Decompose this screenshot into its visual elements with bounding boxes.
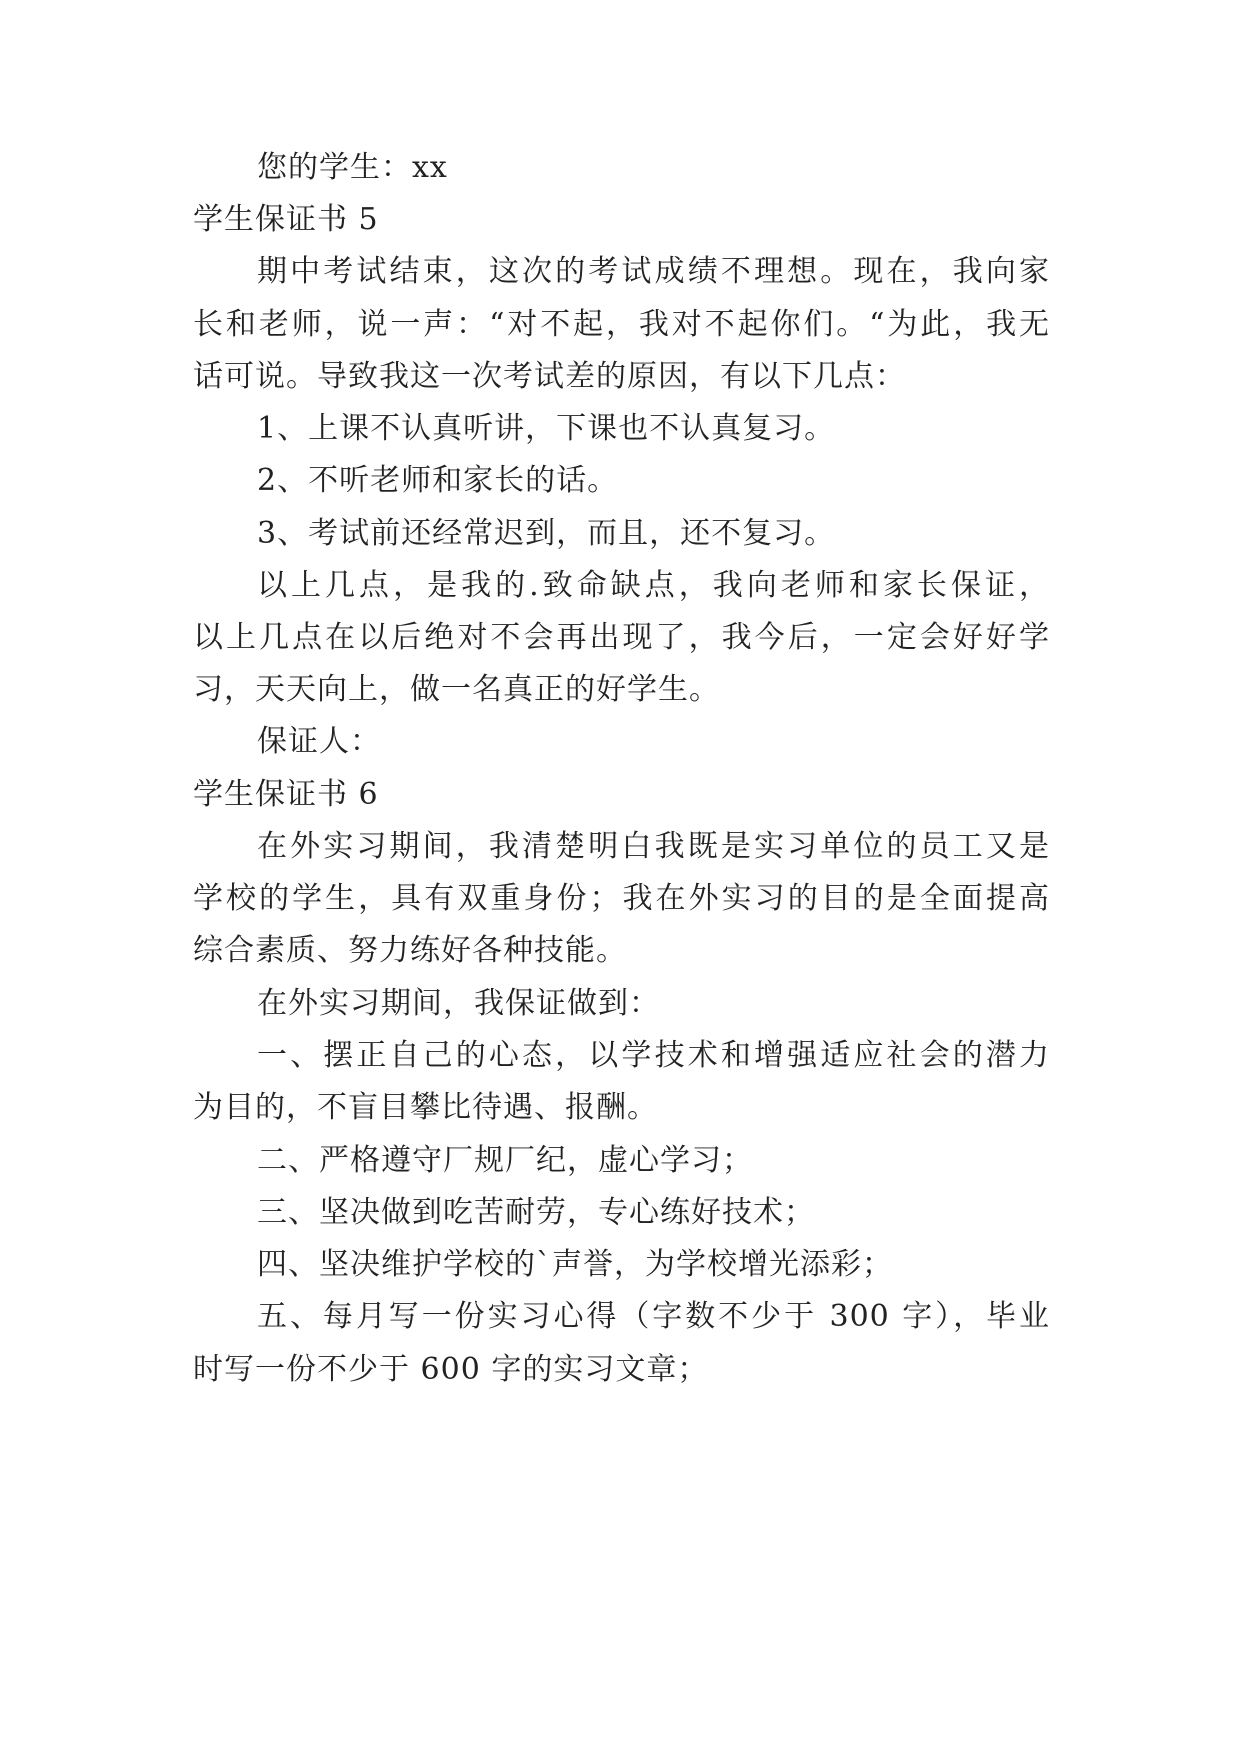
section5-closing-line-3: 习，天天向上，做一名真正的好学生。 — [193, 672, 720, 707]
section-title-5: 学生保证书 5 — [193, 202, 379, 237]
section5-item-3: 3、考试前还经常迟到，而且，还不复习。 — [257, 516, 836, 551]
pledge-1-line-1: 一、摆正自己的心态，以学技术和增强适应社会的潜力 — [257, 1038, 1050, 1073]
pledge-1-line-2: 为目的，不盲目攀比待遇、报酬。 — [193, 1090, 658, 1125]
section6-pledge-intro: 在外实习期间，我保证做到： — [257, 986, 660, 1021]
pledge-5-line-1: 五、每月写一份实习心得（字数不少于 300 字），毕业 — [257, 1299, 1050, 1334]
section6-intro-line-2: 学校的学生，具有双重身份；我在外实习的目的是全面提高 — [193, 881, 1050, 916]
pledge-3: 三、坚决做到吃苦耐劳，专心练好技术； — [257, 1195, 815, 1230]
section5-intro-line-1: 期中考试结束，这次的考试成绩不理想。现在，我向家 — [257, 254, 1050, 289]
section5-item-1: 1、上课不认真听讲，下课也不认真复习。 — [257, 411, 836, 446]
section6-intro-line-3: 综合素质、努力练好各种技能。 — [193, 933, 627, 968]
section5-closing-line-1: 以上几点，是我的.致命缺点，我向老师和家长保证， — [257, 568, 1050, 603]
section5-closing-line-2: 以上几点在以后绝对不会再出现了，我今后，一定会好好学 — [193, 620, 1050, 655]
section5-item-2: 2、不听老师和家长的话。 — [257, 463, 619, 498]
section6-intro-line-1: 在外实习期间，我清楚明白我既是实习单位的员工又是 — [257, 829, 1050, 864]
sign-off: 您的学生：xx — [257, 150, 448, 185]
section5-signer: 保证人： — [257, 724, 381, 759]
pledge-2: 二、严格遵守厂规厂纪，虚心学习； — [257, 1143, 753, 1178]
section5-intro-line-3: 话可说。导致我这一次考试差的原因，有以下几点： — [193, 359, 906, 394]
pledge-4: 四、坚决维护学校的`声誉，为学校增光添彩； — [257, 1247, 893, 1282]
pledge-5-line-2: 时写一份不少于 600 字的实习文章； — [193, 1352, 709, 1387]
section-title-6: 学生保证书 6 — [193, 777, 379, 812]
section5-intro-line-2: 长和老师，说一声：“对不起，我对不起你们。“为此，我无 — [193, 307, 1050, 342]
